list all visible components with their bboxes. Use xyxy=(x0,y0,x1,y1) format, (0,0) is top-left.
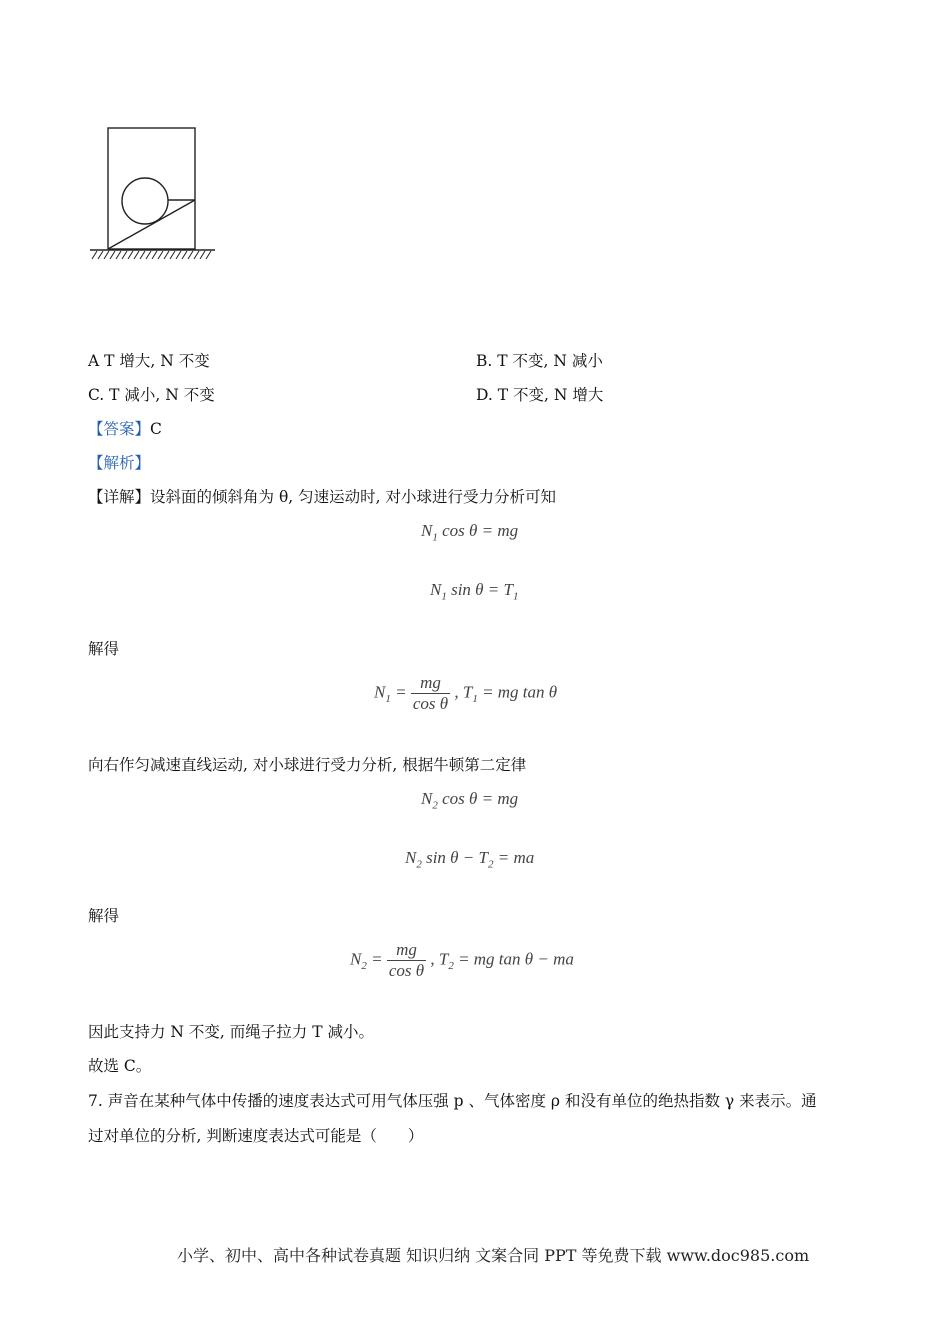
solve-label-1: 解得 xyxy=(88,640,120,658)
answer-value: C xyxy=(150,420,162,438)
result-1: $N_1$ = $\frac{mg}{\text{cos θ}}$ , $T_1$ = mg tan θ xyxy=(374,673,558,713)
box-frame xyxy=(108,128,195,249)
incline-line xyxy=(108,200,195,249)
equation-2: $N_1$ $\sin \theta = T_1$ xyxy=(430,580,519,603)
question-7-line-1: 7. 声音在某种气体中传播的速度表达式可用气体压强 p 、气体密度 ρ 和没有单位的绝热指数 γ 来表示。通 xyxy=(88,1092,817,1110)
question-7-line-2: 过对单位的分析, 判断速度表达式可能是（ ） xyxy=(88,1127,424,1145)
ball xyxy=(122,178,168,224)
equation-1: $N_1$ cos θ = mg xyxy=(421,521,519,544)
answer-line xyxy=(88,419,162,439)
ground-hatching xyxy=(92,251,211,259)
equation-3: $N_2$ cos θ = mg xyxy=(421,789,519,812)
page-footer: 小学、初中、高中各种试卷真题 知识归纳 文案合同 PPT 等免费下载 www.doc985.com xyxy=(177,1246,810,1265)
detail-text: 设斜面的倾斜角为 θ, 匀速运动时, 对小球进行受力分析可知 xyxy=(150,488,556,506)
fraction-1: $\frac{mg}{\text{cos θ}}$ xyxy=(412,673,449,713)
choose-line: 故选 C。 xyxy=(88,1057,152,1075)
detail-label: 【详解】 xyxy=(88,488,151,506)
conclusion: 因此支持力 N 不变, 而绳子拉力 T 减小。 xyxy=(88,1023,374,1041)
equation-4: $N_2$ $\sin \theta - T_2$ = ma xyxy=(405,848,535,871)
option-a: A T 增大, N 不变 xyxy=(88,352,210,370)
answer-label: 【答案】 xyxy=(88,420,151,438)
result-2: $N_2$ = $\frac{mg}{\text{cos θ}}$ , $T_2$ = mg tan θ − ma xyxy=(350,940,574,980)
analysis-label: 【解析】 xyxy=(88,454,151,472)
detail-line xyxy=(88,487,556,507)
option-c: C. T 减小, N 不变 xyxy=(88,386,215,404)
option-b: B. T 不变, N 减小 xyxy=(476,352,603,370)
incline-ball-diagram xyxy=(85,120,225,265)
paragraph-2: 向右作匀减速直线运动, 对小球进行受力分析, 根据牛顿第二定律 xyxy=(88,756,527,774)
fraction-2: $\frac{mg}{\text{cos θ}}$ xyxy=(388,940,425,980)
option-d: D. T 不变, N 增大 xyxy=(476,386,604,404)
solve-label-2: 解得 xyxy=(88,907,120,925)
